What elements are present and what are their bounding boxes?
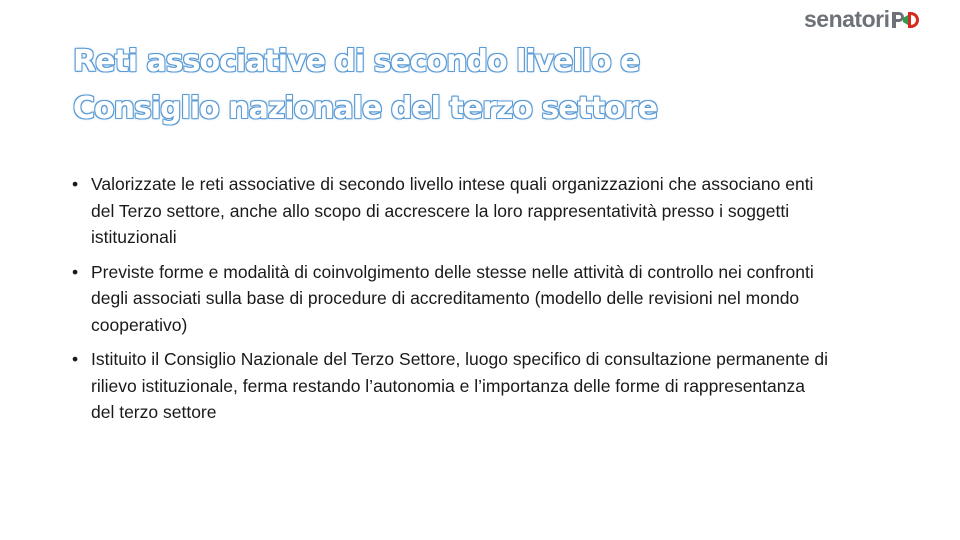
bullet-text: Istituito il Consiglio Nazionale del Terzo Settore, luogo specifico di consultazione permanente di rilievo istituzionale, ferma restando l’autonomia e l’importanza delle forme di rappresentanza del terzo settore: [91, 349, 829, 422]
bullet-dot-icon: •: [72, 174, 79, 194]
bullet-item: [72, 171, 832, 251]
bullet-text: Previste forme e modalità di coinvolgimento delle stesse nelle attività di controllo nei confronti degli associati sulla base di procedure di accreditamento (modello delle revisioni nel mondo cooperativo): [91, 261, 814, 335]
logo-text: senatori: [804, 6, 890, 32]
bullet-list: [72, 171, 832, 434]
bullet-text: Valorizzate le reti associative di secondo livello intese quali organizzazioni che associano enti del Terzo settore, anche allo scopo di accrescere la loro rappresentatività presso i soggetti istituzionali: [91, 174, 814, 247]
title-line-1: Reti associative di secondo livello e: [73, 44, 640, 79]
pd-party-mark-icon: [891, 9, 919, 31]
bullet-dot-icon: •: [72, 261, 79, 282]
bullet-item: [72, 346, 832, 426]
senatori-pd-logo: [804, 6, 919, 32]
slide-title: [73, 38, 893, 132]
bullet-dot-icon: •: [72, 349, 79, 369]
bullet-item: [72, 259, 832, 339]
title-line-2: Consiglio nazionale del terzo settore: [73, 91, 658, 126]
